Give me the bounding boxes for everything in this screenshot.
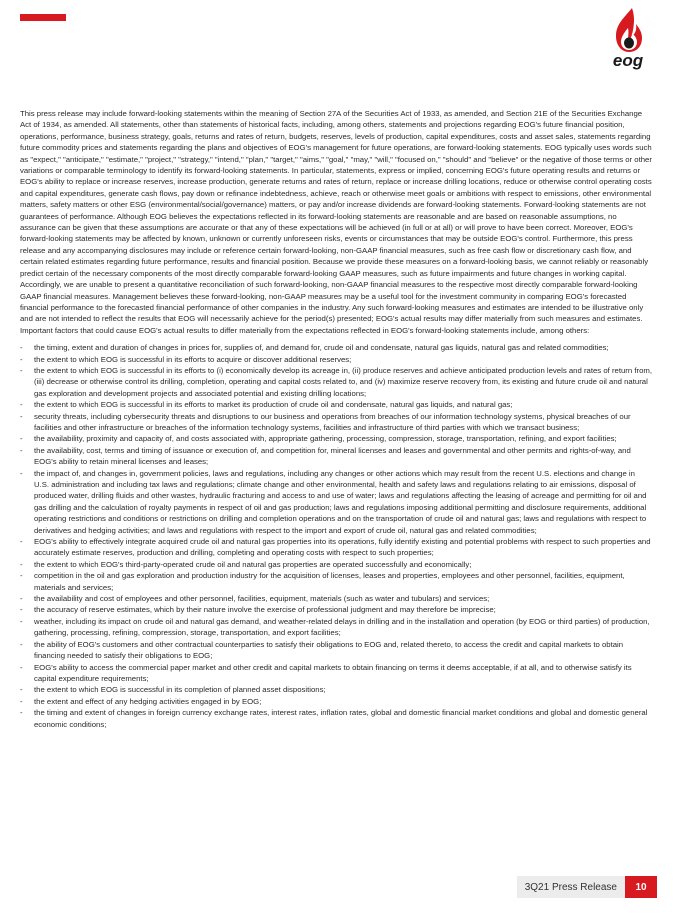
- eog-logo: [606, 6, 650, 70]
- bullet-marker: -: [20, 639, 23, 649]
- list-item: [20, 399, 652, 410]
- bullet-marker: -: [20, 605, 23, 615]
- bullet-marker: -: [20, 696, 23, 706]
- bullet-marker: -: [20, 616, 23, 626]
- bullet-marker: -: [20, 594, 23, 604]
- list-item-text: the extent to which EOG is successful in its efforts to acquire or discover additional reserves;: [34, 354, 352, 364]
- list-item-text: security threats, including cybersecurity threats and disruptions to our business and operations from breaches of our information technology systems, physical breaches of our facilities and other infrastructure or breaches of the information technology systems, facilities and infrastructure of third parties with which we transact business;: [34, 411, 631, 432]
- bullet-marker: -: [20, 537, 23, 547]
- risk-factor-list: [20, 342, 652, 730]
- list-item-text: the extent to which EOG is successful in its completion of planned asset dispositions;: [34, 685, 326, 695]
- list-item-text: the timing and extent of changes in foreign currency exchange rates, interest rates, inflation rates, global and domestic financial market conditions and global and domestic general economic conditions;: [34, 708, 648, 729]
- bullet-marker: -: [20, 343, 23, 353]
- list-item-text: the availability, proximity and capacity of, and costs associated with, appropriate gathering, processing, compression, storage, transportation, refining, and export facilities;: [34, 434, 617, 444]
- logo-wordmark: eog: [612, 51, 644, 70]
- list-item-text: EOG's ability to access the commercial paper market and other credit and capital markets to obtain financing on terms it deems acceptable, if at all, and to otherwise satisfy its capital expenditure requirements;: [34, 662, 632, 683]
- list-item: [20, 604, 652, 615]
- list-item: [20, 365, 652, 399]
- list-item-text: the extent to which EOG's third-party-operated crude oil and natural gas properties are operated successfully and economically;: [34, 559, 472, 569]
- bullet-marker: -: [20, 468, 23, 478]
- list-item-text: competition in the oil and gas exploration and production industry for the acquisition of licenses, leases and properties, employees and other personnel, facilities, equipment, materials and services;: [34, 571, 625, 592]
- list-item-text: the ability of EOG's customers and other contractual counterparties to satisfy their obligations to EOG and, related thereto, to access the credit and capital markets to obtain financing needed to satisfy their obligations to EOG;: [34, 639, 624, 661]
- list-item: [20, 593, 652, 604]
- list-item-text: the timing, extent and duration of changes in prices for, supplies of, and demand for, crude oil and condensate, natural gas liquids, natural gas and related commodities;: [34, 343, 609, 353]
- list-item: [20, 536, 652, 559]
- list-item: [20, 570, 652, 593]
- bullet-marker: -: [20, 445, 23, 455]
- list-item-text: EOG's ability to effectively integrate acquired crude oil and natural gas properties into its operations, fully identify existing and potential problems with respect to such properties and accurately estimate reserves, production and drilling, completing and operating costs with respect to such properties;: [34, 537, 651, 558]
- list-item: [20, 354, 652, 365]
- list-item: [20, 559, 652, 570]
- list-item: [20, 696, 652, 707]
- bullet-marker: -: [20, 559, 23, 569]
- list-item-text: the extent to which EOG is successful in its efforts to (i) economically develop its acreage in, (ii) produce reserves and achieve anticipated production levels and rates of return from, (iii) decrease or otherwise control its drilling, completion, operating and capital costs related to, and (iv) maximize reserve recovery from, its existing and future crude oil and natural gas exploration and development projects and associated potential and existing drilling locations;: [34, 365, 653, 398]
- accent-bar: [20, 14, 66, 21]
- bullet-marker: -: [20, 400, 23, 410]
- list-item: [20, 684, 652, 695]
- list-item-text: the availability, cost, terms and timing of issuance or execution of, and competition for, mineral licenses and leases and governmental and other permits and rights-of-way, and EOG's ability to retain mineral licenses and leases;: [34, 445, 631, 467]
- list-item: [20, 433, 652, 444]
- list-item: [20, 616, 652, 639]
- flame-icon: [606, 6, 650, 54]
- bullet-marker: -: [20, 662, 23, 672]
- disclaimer-body: [20, 108, 652, 730]
- bullet-marker: -: [20, 708, 23, 718]
- list-item: [20, 468, 652, 536]
- bullet-marker: -: [20, 365, 23, 375]
- bullet-marker: -: [20, 685, 23, 695]
- list-item: [20, 342, 652, 353]
- list-item: [20, 662, 652, 685]
- list-item: [20, 411, 652, 434]
- bullet-marker: -: [20, 411, 23, 421]
- list-item-text: the impact of, and changes in, government policies, laws and regulations, including any changes or other actions which may result from the recent U.S. elections and change in U.S. administration and including tax laws and regulations; climate change and other environmental, health and safety laws and regulations relating to air emissions, disposal of produced water, drilling fluids and other wastes, hydraulic fracturing and access to and use of water; laws and regulations affecting the leasing of acreage and permitting for oil and gas drilling and the calculation of royalty payments in respect of oil and gas production; laws and regulations imposing additional permitting and disclosure requirements, additional operating restrictions and conditions or restrictions on drilling and completion operations and on the transportation of crude oil and natural gas; laws and regulations with respect to derivatives and hedging activities; and laws and regulations with respect to the import and export of crude oil, natural gas and related commodities;: [34, 468, 647, 535]
- list-item-text: the accuracy of reserve estimates, which by their nature involve the exercise of professional judgment and may therefore be imprecise;: [34, 605, 496, 615]
- list-item-text: the extent to which EOG is successful in its efforts to market its production of crude oil and condensate, natural gas liquids, and natural gas;: [34, 400, 513, 410]
- page-number: 10: [625, 876, 657, 898]
- footer: [517, 876, 657, 898]
- list-item-text: weather, including its impact on crude oil and natural gas demand, and weather-related delays in drilling and in the installation and operation (by EOG or third parties) of production, gathering, processing, refining, compression, storage, transportation, and export facilities;: [34, 616, 650, 638]
- list-item: [20, 639, 652, 662]
- bullet-marker: -: [20, 434, 23, 444]
- bullet-marker: -: [20, 571, 23, 581]
- intro-paragraph: This press release may include forward-looking statements within the meaning of Section 27A of the Securities Act of 1933, as amended, and Section 21E of the Securities Exchange Act of 1934, as amended. All statements, other than statements of historical facts, including, among others, statements and projections regarding EOG's future financial position, operations, performance, business strategy, goals, returns and rates of return, budgets, reserves, levels of production, capital expenditures, costs and asset sales, statements regarding future commodity prices and statements regarding the plans and objectives of EOG's management for future operations, are forward-looking statements. EOG typically uses words such as "expect," "anticipate," "estimate," "project," "strategy," "intend," "plan," "target," "aims," "goal," "may," "will," "focused on," "should" and "believe" or the negative of those terms or other variations or comparable terminology to identify its forward-looking statements. In particular, statements, express or implied, concerning EOG's future operating results and returns or EOG's ability to replace or increase reserves, increase production, generate returns and rates of return, replace or increase drilling locations, reduce or otherwise control operating costs and capital expenditures, generate cash flows, pay down or refinance indebtedness, achieve, reach or otherwise meet goals or ambitions with respect to emissions, other environmental matters, safety matters or other ESG (environmental/social/governance) matters, or pay and/or increase dividends are forward-looking statements. Forward-looking statements are not guarantees of performance. Although EOG believes the expectations reflected in its forward-looking statements are reasonable and are based on reasonable assumptions, no assurance can be given that these assumptions are accurate or that any of these expectations will be achieved (in full or at all) or will prove to have been correct. Moreover, EOG's forward-looking statements may be affected by known, unknown or currently unforeseen risks, events or circumstances that may be outside EOG's control. Furthermore, this press release and any accompanying disclosures may include or reference certain forward-looking, non-GAAP financial measures, such as free cash flow or discretionary cash flow, and certain related estimates regarding future performance, results and financial position. Because we provide these measures on a forward-looking basis, we cannot reliably or reasonably predict certain of the necessary components of the most directly comparable forward-looking GAAP measures, such as future impairments and future changes in working capital. Accordingly, we are unable to present a quantitative reconciliation of such forward-looking, non-GAAP financial measures to the respective most directly comparable forward-looking GAAP financial measures. Management believes these forward-looking, non-GAAP measures may be a useful tool for the investment community in comparing EOG's forecasted financial performance to the forecasted financial performance of other companies in the industry. Any such forward-looking measures and estimates are intended to be illustrative only and are not intended to reflect the results that EOG will necessarily achieve for the period(s) presented; EOG's actual results may differ materially from such measures and estimates. Important factors that could cause EOG's actual results to differ materially from the expectations reflected in EOG's forward-looking statements include, among others:: [20, 109, 652, 335]
- list-item-text: the availability and cost of employees and other personnel, facilities, equipment, materials (such as water and tubulars) and services;: [34, 594, 490, 604]
- list-item: [20, 707, 652, 730]
- footer-title: 3Q21 Press Release: [517, 876, 625, 898]
- bullet-marker: -: [20, 354, 23, 364]
- list-item-text: the extent and effect of any hedging activities engaged in by EOG;: [34, 696, 262, 706]
- list-item: [20, 445, 652, 468]
